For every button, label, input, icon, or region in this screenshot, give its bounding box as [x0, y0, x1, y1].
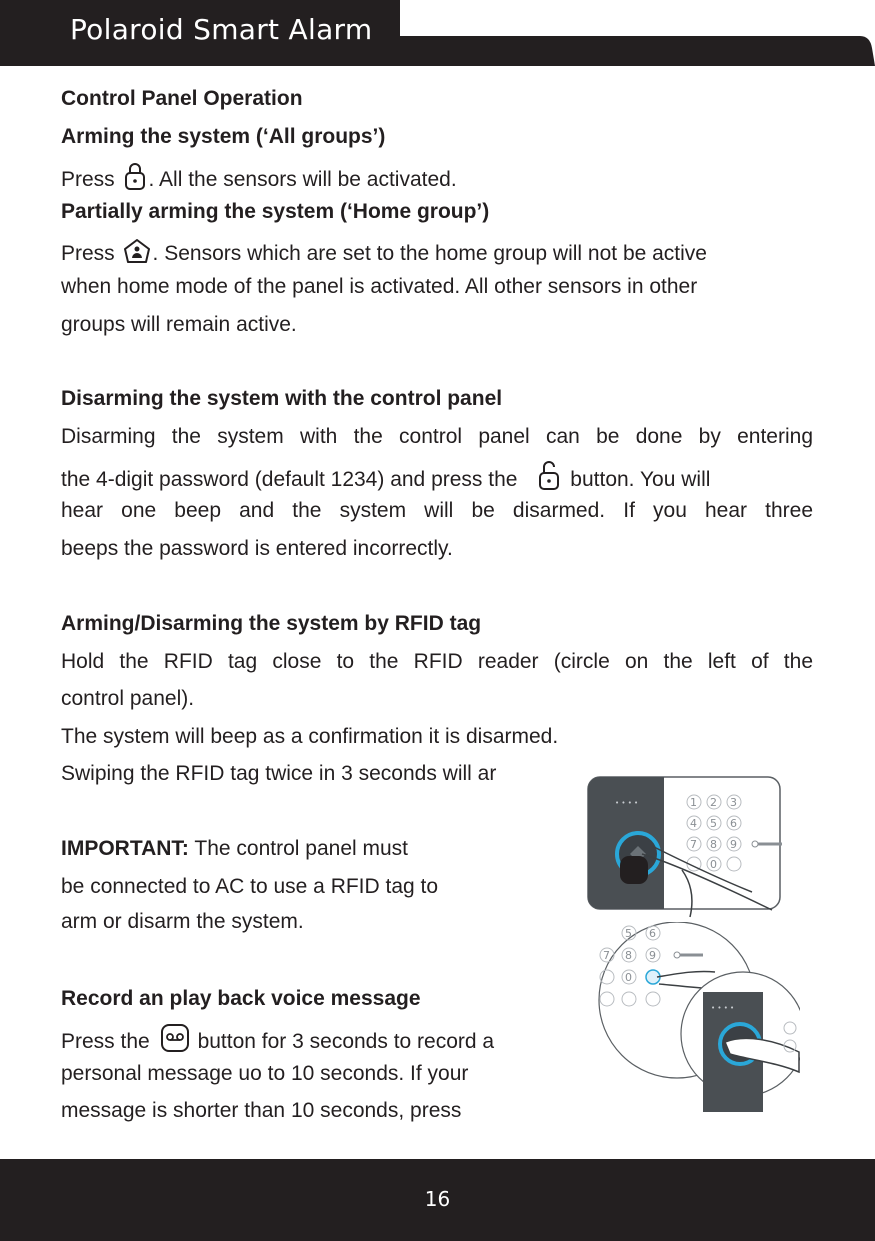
voice-button-illustration [585, 922, 800, 1117]
keypad-key: 6 [649, 927, 656, 940]
keypad-key: 3 [730, 796, 737, 809]
disarm-line-2 [61, 459, 813, 498]
keypad-key: 7 [690, 838, 697, 851]
voice-line-1a: Press the [61, 1030, 150, 1053]
important-line-3: arm or disarm the system. [61, 910, 304, 933]
section-title-arm-home: Partially arming the system (‘Home group’) [61, 200, 490, 223]
voice-line-1 [61, 1023, 494, 1060]
header-bar [0, 0, 875, 66]
disarm-line-2a: the 4-digit password (default 1234) and press the [61, 468, 518, 491]
keypad-key: 5 [710, 817, 717, 830]
disarm-line-4: beeps the password is entered incorrectly. [61, 537, 453, 560]
keypad-key: 6 [730, 817, 737, 830]
keypad-key: 2 [710, 796, 717, 809]
keypad-key: 5 [625, 927, 632, 940]
section-title-rfid: Arming/Disarming the system by RFID tag [61, 612, 482, 635]
keypad-key: 7 [603, 949, 610, 962]
keypad-key: 9 [730, 838, 737, 851]
important-line-2: be connected to AC to use a RFID tag to [61, 875, 439, 898]
disarm-line-2b: button. You will [570, 468, 711, 491]
keypad-key: 0 [710, 858, 717, 871]
svg-text:• • • •: • • • • [615, 799, 639, 807]
rfid-line-3: The system will beep as a confirmation it is disarmed. [61, 725, 559, 748]
arm-home-line-1 [61, 237, 707, 272]
page-heading: Control Panel Operation [61, 87, 303, 110]
section-title-disarm: Disarming the system with the control panel [61, 387, 503, 410]
arm-home-line-3: groups will remain active. [61, 313, 297, 336]
keypad-key: 4 [690, 817, 697, 830]
svg-text:• • • •: • • • • [711, 1004, 735, 1012]
keypad-key: 1 [690, 796, 697, 809]
section-title-voice: Record an play back voice message [61, 987, 421, 1010]
home-mode-icon [122, 237, 152, 272]
rfid-panel-illustration [582, 772, 792, 927]
arm-all-text [61, 161, 457, 198]
header-title: Polaroid Smart Alarm [70, 13, 373, 46]
disarm-line-3: hear one beep and the system will be disarmed. If you hear three [61, 499, 813, 522]
page-number: 16 [424, 1187, 451, 1211]
keypad-key: 8 [710, 838, 717, 851]
lock-icon [122, 161, 148, 198]
voice-line-1b: button for 3 seconds to record a [197, 1030, 495, 1053]
keypad-key: 8 [625, 949, 632, 962]
important-label: IMPORTANT: [61, 837, 189, 860]
voice-line-2: personal message uo to 10 seconds. If your [61, 1062, 469, 1085]
keypad-key: 0 [625, 971, 632, 984]
unlock-icon [537, 459, 561, 498]
keypad-key: 9 [649, 949, 656, 962]
rfid-line-2: control panel). [61, 687, 195, 710]
voicemail-icon [160, 1023, 190, 1060]
press-label: Press [61, 242, 115, 265]
important-line-1 [61, 836, 408, 862]
press-label: Press [61, 168, 115, 191]
rfid-line-4: Swiping the RFID tag twice in 3 seconds will ar [61, 762, 497, 785]
arm-all-description: . All the sensors will be activated. [148, 168, 457, 191]
section-title-arm-all: Arming the system (‘All groups’) [61, 125, 386, 148]
voice-line-3: message is shorter than 10 seconds, press [61, 1099, 462, 1122]
important-text: The control panel must [188, 837, 409, 860]
footer-bar [0, 1159, 875, 1241]
arm-home-description: . Sensors which are set to the home group will not be active [152, 242, 707, 265]
arm-home-line-2: when home mode of the panel is activated. All other sensors in other [61, 275, 698, 298]
disarm-line-1: Disarming the system with the control panel can be done by entering [61, 425, 813, 448]
rfid-line-1: Hold the RFID tag close to the RFID reader (circle on the left of the [61, 650, 813, 673]
